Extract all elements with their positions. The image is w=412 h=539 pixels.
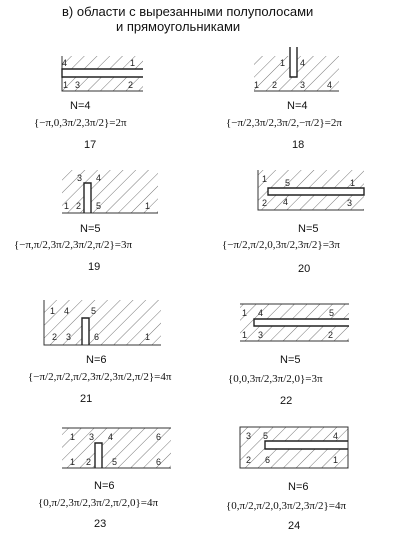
vertex-label: 3 [89, 432, 95, 442]
vertex-label: 3 [300, 80, 306, 90]
figure-number: 17 [84, 139, 97, 151]
n-value: N=6 [94, 480, 115, 492]
vertex-label: 4 [64, 306, 70, 316]
figure-number: 20 [298, 263, 311, 275]
figure-22 [228, 304, 349, 407]
vertex-label: 2 [246, 455, 252, 465]
formula: {−π,π/2,3π/2,3π/2,π/2}=3π [14, 239, 133, 251]
vertex-label: 2 [76, 201, 82, 211]
vertex-label: 5 [91, 306, 97, 316]
vertex-label: 1 [262, 174, 268, 184]
figure-17 [34, 56, 143, 151]
vertex-label: 2 [262, 198, 268, 208]
n-value: N=5 [80, 223, 101, 235]
figure-number: 22 [280, 395, 293, 407]
vertex-label: 1 [145, 201, 151, 211]
hatched-region [44, 300, 161, 345]
vertex-label: 6 [156, 457, 162, 467]
n-value: N=4 [287, 100, 308, 112]
n-value: N=6 [86, 354, 107, 366]
vertex-label: 4 [96, 173, 102, 183]
vertex-label: 1 [130, 58, 136, 68]
vertex-label: 6 [265, 455, 271, 465]
figure-number: 24 [288, 520, 301, 532]
figure-number: 19 [88, 261, 101, 273]
vertex-label: 1 [333, 455, 339, 465]
vertex-label: 1 [63, 80, 69, 90]
vertex-label: 3 [75, 80, 81, 90]
vertex-label: 1 [145, 332, 151, 342]
n-value: N=6 [288, 481, 309, 493]
vertex-label: 5 [329, 308, 335, 318]
vertex-label: 3 [246, 431, 252, 441]
vertex-label: 5 [263, 431, 269, 441]
vertex-label: 3 [258, 330, 264, 340]
figure-21 [28, 300, 172, 405]
vertex-label: 5 [285, 178, 291, 188]
figure-20 [222, 170, 364, 275]
vertex-label: 2 [328, 330, 334, 340]
formula: {0,π/2,π/2,0,3π/2,3π/2}=4π [226, 500, 347, 512]
formula: {−π/2,π/2,π/2,3π/2,3π/2,π/2}=4π [28, 371, 172, 383]
vertex-label: 4 [62, 58, 68, 68]
vertex-label: 5 [112, 457, 118, 467]
vertex-label: 2 [272, 80, 278, 90]
figure-number: 18 [292, 139, 305, 151]
figure-18 [226, 47, 342, 151]
vertex-label: 6 [94, 332, 100, 342]
hatched-region [240, 427, 348, 468]
n-value: N=5 [298, 223, 319, 235]
vertex-label: 3 [66, 332, 72, 342]
formula: {−π/2,3π/2,3π/2,−π/2}=2π [226, 117, 342, 129]
vertex-label: 1 [70, 457, 76, 467]
vertex-label: 1 [50, 306, 56, 316]
figure-24 [226, 427, 348, 532]
vertex-label: 6 [156, 432, 162, 442]
figure-19 [14, 170, 158, 273]
formula: {−π,0,3π/2,3π/2}=2π [34, 117, 127, 129]
figure-23 [38, 428, 171, 530]
vertex-label: 2 [52, 332, 58, 342]
figure-number: 23 [94, 518, 107, 530]
vertex-label: 4 [283, 197, 289, 207]
vertex-label: 1 [242, 308, 248, 318]
vertex-label: 4 [327, 80, 333, 90]
vertex-label: 3 [77, 173, 83, 183]
vertex-label: 4 [108, 432, 114, 442]
vertex-label: 1 [242, 330, 248, 340]
vertex-label: 4 [333, 431, 339, 441]
vertex-label: 3 [347, 198, 353, 208]
vertex-label: 1 [350, 178, 356, 188]
vertex-label: 2 [86, 457, 92, 467]
formula: {0,0,3π/2,3π/2,0}=3π [228, 373, 323, 385]
vertex-label: 1 [70, 432, 76, 442]
vertex-label: 4 [258, 308, 264, 318]
heading-line-2: и прямоугольниками [116, 19, 241, 34]
n-value: N=4 [70, 100, 91, 112]
vertex-label: 4 [300, 58, 306, 68]
vertex-label: 5 [96, 201, 102, 211]
vertex-label: 1 [64, 201, 70, 211]
vertex-label: 1 [280, 58, 286, 68]
formula: {0,π/2,3π/2,3π/2,π/2,0}=4π [38, 497, 159, 509]
vertex-label: 1 [254, 80, 260, 90]
formula: {−π/2,π/2,0,3π/2,3π/2}=3π [222, 239, 340, 251]
n-value: N=5 [280, 354, 301, 366]
heading-line-1: в) области с вырезанными полуполосами [62, 4, 314, 19]
vertex-label: 2 [128, 80, 134, 90]
figure-number: 21 [80, 393, 93, 405]
